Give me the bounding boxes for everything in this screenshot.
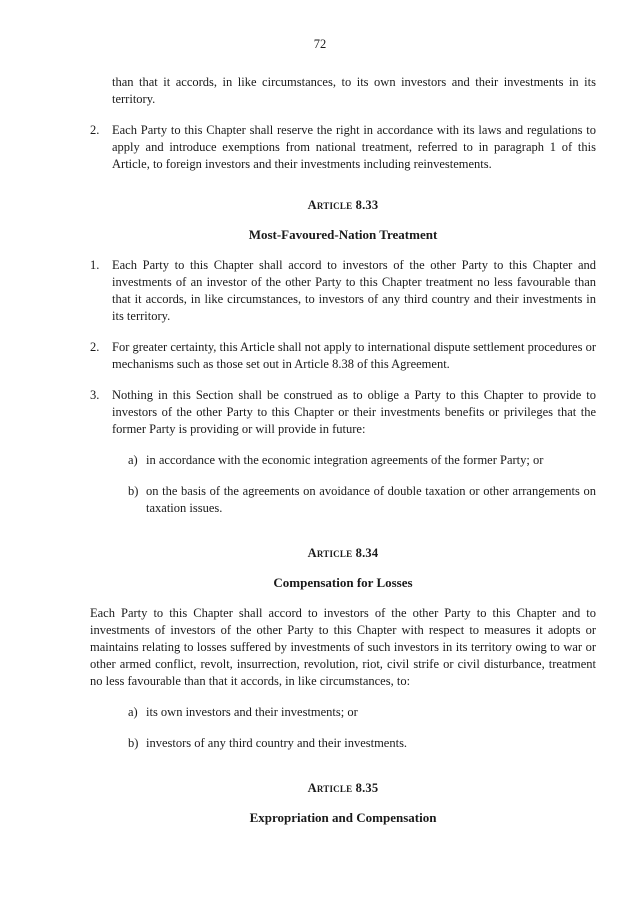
- subitem-text: in accordance with the economic integration agreements of the former Party; or: [146, 453, 544, 467]
- article-8-33-title: Most-Favoured-Nation Treatment: [248, 227, 438, 242]
- subitem-text: investors of any third country and their investments.: [146, 736, 408, 750]
- paragraph-number: 2.: [90, 123, 100, 137]
- continuation-paragraph: than that it accords, in like circumstances, to its own investors and their investments in its territory.: [112, 75, 596, 106]
- item-text: Nothing in this Section shall be construed as to oblige a Party to this Chapter to provide to investors of the other Party to this Chapter or their investments benefits or privileges that the former Party is providing or will provide in future:: [112, 388, 596, 436]
- subitem-letter: a): [128, 453, 138, 467]
- article-8-33-item-2: [90, 339, 596, 373]
- article-8-33-label: [90, 197, 596, 214]
- subitem-letter: a): [128, 705, 138, 719]
- article-8-33-item-3: [90, 387, 596, 438]
- subitem-text: its own investors and their investments; or: [146, 705, 358, 719]
- article-number: 8.35: [355, 781, 379, 795]
- page-content: [90, 74, 596, 826]
- article-word: Article: [307, 198, 353, 212]
- article-8-33-subitem-a: [90, 452, 596, 469]
- item-number: 3.: [90, 388, 100, 402]
- article-number: 8.33: [355, 198, 379, 212]
- article-number: 8.34: [355, 546, 379, 560]
- page-number: 72: [313, 37, 327, 51]
- article-8-33-item-1: [90, 257, 596, 325]
- article-8-34-body: Each Party to this Chapter shall accord to investors of the other Party to this Chapter and to investments of investors of the other Party to this Chapter with respect to measures it adopts or maintains relating to losses suffered by investments of such investors in its territory owing to war or other armed conflict, revolt, insurrection, revolution, riot, civil strife or civil disturbance, treatment no less favourable than that it accords, in like circumstances, to:: [90, 606, 596, 688]
- article-8-34-subitem-b: [90, 735, 596, 752]
- item-text: Each Party to this Chapter shall accord to investors of the other Party to this Chapter and investments of an investor of the other Party to this Chapter treatment no less favourable than that it accords, in like circumstances, to investors of any third country and their investments in its territory.: [112, 258, 596, 323]
- item-number: 1.: [90, 258, 100, 272]
- article-8-33-subitem-b: [90, 483, 596, 517]
- item-text: For greater certainty, this Article shall not apply to international dispute settlement procedures or mechanisms such as those set out in Article 8.38 of this Agreement.: [112, 340, 596, 371]
- article-8-34-label: [90, 545, 596, 562]
- article-8-34-title: Compensation for Losses: [273, 575, 413, 590]
- paragraph-text: Each Party to this Chapter shall reserve the right in accordance with its laws and regulations to apply and introduce exemptions from national treatment, referred to in paragraph 1 of this Article, to foreign investors and their investments including reinvestements.: [112, 123, 596, 171]
- article-8-35-label: [90, 780, 596, 797]
- subitem-letter: b): [128, 484, 139, 498]
- article-8-35-title: Expropriation and Compensation: [249, 810, 437, 825]
- article-word: Article: [307, 546, 353, 560]
- paragraph-2: [90, 122, 596, 173]
- subitem-letter: b): [128, 736, 139, 750]
- article-8-34-subitem-a: [90, 704, 596, 721]
- subitem-text: on the basis of the agreements on avoidance of double taxation or other arrangements on taxation issues.: [146, 484, 596, 515]
- item-number: 2.: [90, 340, 100, 354]
- article-word: Article: [307, 781, 353, 795]
